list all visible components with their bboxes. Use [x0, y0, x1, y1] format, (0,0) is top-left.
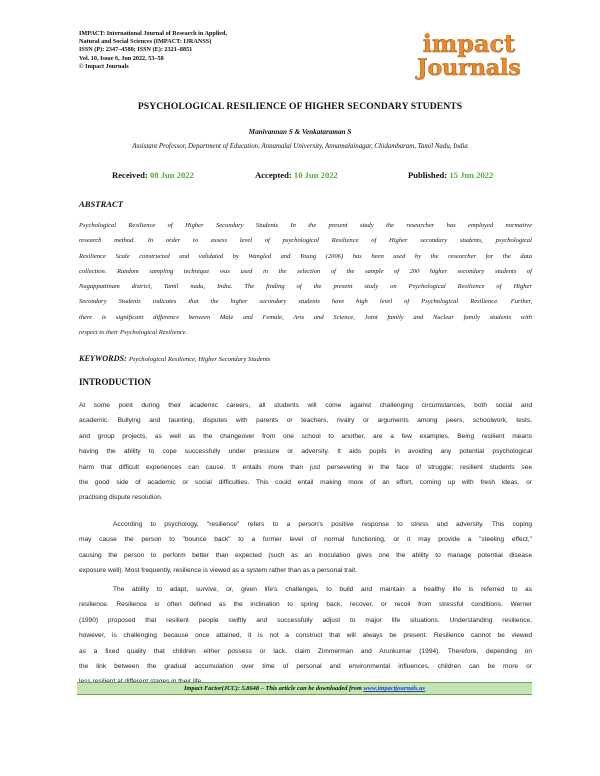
accepted-value: 10 Jun 2022	[293, 170, 338, 180]
paragraph-line: the link between the gradual accumulation over time of personal and environmental influences, children can be more or	[79, 663, 532, 671]
abstract-body	[79, 218, 532, 340]
paragraph-line: causing the person to perform better than expected (such as an inoculation gives one the ability to manage potential disease	[79, 551, 532, 559]
paragraph-line: practising dispute resolution.	[79, 494, 163, 502]
accepted-date	[255, 170, 338, 180]
abstract-line: Resilience Scale constructed and validated by Wangled and Young (2006) has been used by the researcher for the data	[79, 252, 532, 260]
paragraph-line: academic. Bullying and taunting, disputes with parents or teachers, rivalry or arguments among peers, schoolwork, tests,	[79, 417, 532, 425]
received-date	[112, 170, 194, 180]
abstract-line: there is significant difference between Male and Female, Arts and Science, Joint family and Nuclear family students with	[79, 313, 532, 321]
paragraph-line: may cause the person to "bounce back" to a former level of normal functioning, or it may provide a "steeling effect,"	[79, 536, 532, 544]
abstract-heading: ABSTRACT	[79, 199, 123, 209]
paragraph-line: At some point during their academic careers, all students will come against challenging circumstances, both social and	[79, 402, 532, 409]
keywords-label: KEYWORDS:	[79, 354, 127, 363]
published-date	[408, 170, 493, 180]
logo-text-bottom: Journals	[417, 55, 521, 81]
published-label: Published:	[408, 170, 448, 180]
intro-paragraph-2	[79, 517, 532, 579]
logo-text-top: impact	[422, 29, 516, 58]
received-value: 08 Jun 2022	[149, 170, 194, 180]
paragraph-line: exposure well). Most frequently, resilience is viewed as a system rather than as a personal trait.	[79, 567, 358, 575]
paragraph-line: as a fixed quality that children either possess or lack, claim Zimmerman and Arunkumar (1994). Therefore, depending on	[79, 647, 532, 655]
copyright: © Impact Journals	[79, 62, 129, 70]
abstract-line: research method. In order to assess level of psychological Resilience of Higher secondary students, psychological	[79, 237, 532, 245]
keywords	[79, 354, 270, 363]
published-value: 15 Jun 2022	[449, 170, 494, 180]
issn: ISSN (P): 2347–4580; ISSN (E): 2321–8851	[79, 46, 193, 54]
paragraph-line: however, is challenging because once attained, it is not a construct that will always be present. Resilience cannot be viewed	[79, 632, 532, 640]
footer-text: Impact Factor(JCC): 5.8648 – This article can be downloaded from	[183, 685, 362, 692]
paragraph-line: having the ability to cope successfully under pressure or adversity. It aids pupils in avoiding any potential psychological	[79, 448, 532, 456]
journal-website-link[interactable]: www.impactjournals.us	[363, 685, 426, 692]
paragraph-line: (1990) proposed that resilient people swiftly and successfully adjust to major life situations. Understanding resilience,	[79, 616, 532, 624]
volume-issue: Vol. 10, Issue 6, Jun 2022, 53–58	[79, 54, 164, 62]
abstract-line: Secondary Students indicates that the higher secondary students have high level of Psychological Resilience. Further,	[79, 298, 532, 306]
paragraph-line: resilience. Resilience is often defined as the inclination to spring back, recover, or recoil from stressful conditions. Werner	[79, 601, 532, 609]
abstract-line: Nagappattinam district, Tamil nadu, India. The finding of the present study on Psychological Resilience of Higher	[79, 283, 532, 291]
journal-name-line2: Natural and Social Sciences (IMPACT: IJRANSS)	[79, 38, 212, 46]
abstract-line: respect to their Psychological Resilience.	[79, 329, 188, 337]
abstract-line: collection. Random sampling technique was used in the selection of the sample of 200 higher secondary students of	[79, 267, 532, 275]
received-label: Received:	[112, 170, 148, 180]
intro-paragraph-1	[79, 398, 532, 506]
keywords-text: Psychological Resilience, Higher Secondary Students	[128, 356, 271, 363]
impact-journals-logo	[410, 27, 528, 81]
paragraph-line: harm that difficult experiences can cause. It entails more than just persevering in the face of struggle; resilient students see	[79, 463, 532, 471]
author-affiliation: Assistant Professor, Department of Education, Annamalai University, Annamalainagar, Chidambaram, Tamil Nadu, India	[132, 143, 468, 150]
abstract-line: Psychological Resilience of Higher Secondary Students In the present study the researcher has employed normative	[79, 222, 532, 229]
paragraph-line: According to psychology, "resilience" refers to a person's positive response to stress and adversity. This coping	[113, 521, 532, 528]
article-title: PSYCHOLOGICAL RESILIENCE OF HIGHER SECONDARY STUDENTS	[137, 101, 463, 112]
paragraph-line: and group projects, as well as the changeover from one school to another, are a few examples. Being resilient means	[79, 432, 532, 440]
journal-header	[79, 30, 379, 71]
journal-name-line1: IMPACT: International Journal of Research in Applied,	[79, 30, 227, 37]
paragraph-line: The ability to adapt, survive, or, given life's challenges, to build and maintain a healthy life is referred to as	[113, 586, 532, 593]
page-footer	[77, 682, 532, 695]
paragraph-line: the good side of academic or social difficulties. This could entail making more of an effort, coming up with fresh ideas, or	[79, 479, 532, 487]
introduction-heading: INTRODUCTION	[79, 377, 152, 387]
accepted-label: Accepted:	[255, 170, 292, 180]
intro-paragraph-3	[79, 582, 532, 690]
article-authors: Manivannan S & Venkataraman S	[248, 128, 352, 136]
